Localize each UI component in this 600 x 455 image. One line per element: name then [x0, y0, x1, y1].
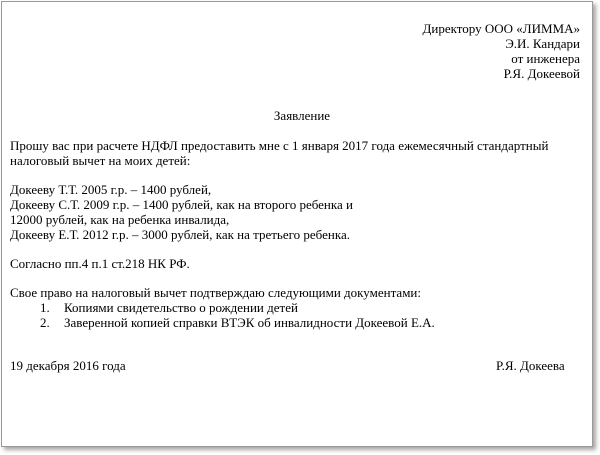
legal-basis: Согласно пп.4 п.1 ст.218 НК РФ. [10, 256, 190, 271]
child-line-4: Докееву Е.Т. 2012 г.р. – 3000 рублей, как на третьего ребенка. [10, 227, 350, 242]
intro-line-2: налоговый вычет на моих детей: [10, 153, 191, 168]
document-page [1, 1, 593, 447]
child-line-2: Докееву С.Т. 2009 г.р. – 1400 рублей, как на второго ребенка и [10, 197, 353, 212]
signature-name: Р.Я. Докеева [496, 358, 565, 373]
documents-intro: Свое право на налоговый вычет подтверждаю следующими документами: [10, 285, 421, 300]
header-recipient: Директору ООО «ЛИММА» [422, 21, 580, 36]
document-date: 19 декабря 2016 года [10, 358, 126, 373]
documents-item-number: 2. [40, 315, 50, 330]
documents-item-text: Копиями свидетельство о рождении детей [64, 300, 298, 315]
header-sender-name: Р.Я. Докеевой [503, 66, 580, 81]
header-from: от инженера [511, 51, 580, 66]
intro-line-1: Прошу вас при расчете НДФЛ предоставить мне с 1 января 2017 года ежемесячный стандартный [10, 138, 549, 153]
child-line-3: 12000 рублей, как на ребенка инвалида, [10, 212, 230, 227]
child-line-1: Докееву Т.Т. 2005 г.р. – 1400 рублей, [10, 182, 212, 197]
header-recipient-name: Э.И. Кандари [505, 36, 580, 51]
documents-item-number: 1. [40, 300, 50, 315]
documents-item-text: Заверенной копией справки ВТЭК об инвалидности Докеевой Е.А. [64, 315, 435, 330]
document-title: Заявление [273, 108, 331, 123]
